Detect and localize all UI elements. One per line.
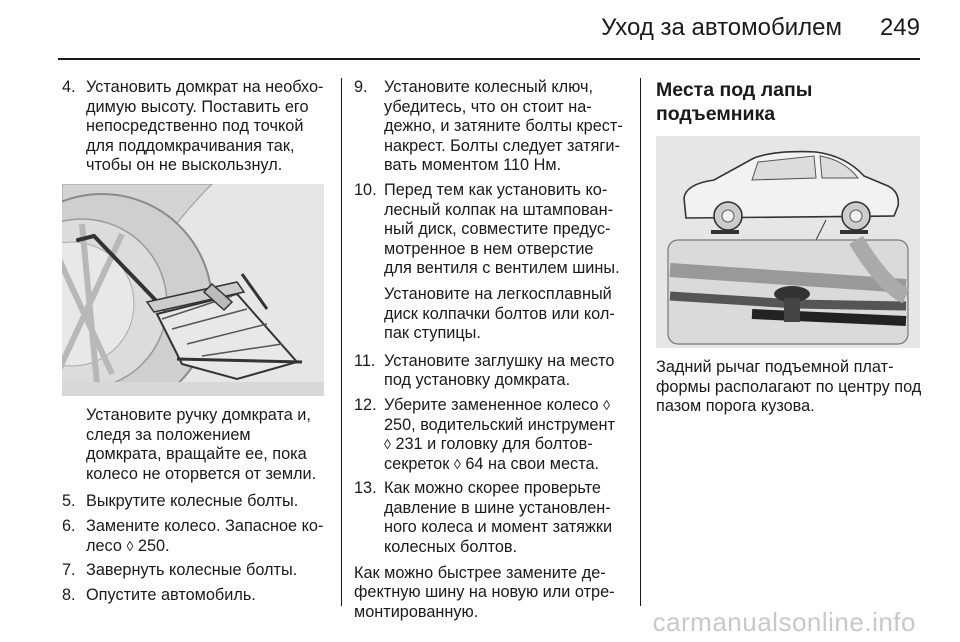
step-10 (354, 181, 624, 279)
step-number: 12. (354, 395, 377, 414)
step-6 (62, 517, 328, 556)
arrow-ref-icon[interactable]: ◊ (453, 455, 461, 472)
column-divider-2 (640, 78, 641, 606)
step-8 (62, 586, 328, 606)
header-divider (58, 58, 920, 60)
lift-point-illustration (656, 136, 920, 348)
figure-caption: Задний рычаг подъемной платформы располагают по центру под пазом порога кузова. (656, 358, 922, 416)
column-3 (656, 78, 924, 417)
step-4 (62, 78, 328, 176)
step-text: Уберите замененное колесо (384, 395, 604, 414)
jack-illustration (62, 184, 324, 396)
column-2 (354, 78, 624, 622)
step-9 (354, 78, 624, 176)
step-text: 250, водительский инструмент (384, 415, 615, 434)
step-13 (354, 479, 624, 557)
step-11 (354, 352, 624, 391)
step-text: 64 на свои места. (460, 454, 600, 473)
step-text: Установить домкрат на необходимую высоту. Поставить его непосредственно под точкой для поддомкрачивания так, чтобы он не выскользнул. (86, 78, 324, 175)
step-10-note: Установите на легкосплавный диск колпачки болтов или колпак ступицы. (384, 284, 615, 343)
column-1 (62, 78, 328, 610)
closing-paragraph: Как можно быстрее замените дефектную шину на новую или отремонтированную. (354, 563, 615, 621)
step-5 (62, 492, 328, 512)
page-number: 249 (879, 14, 920, 41)
arrow-ref-icon[interactable]: ◊ (384, 436, 391, 453)
step-number: 9. (354, 78, 368, 96)
watermark: carmanualsonline.info (652, 607, 916, 637)
step-text: Как можно скорее проверьте давление в шине установленного колеса и момент затяжки колесных болтов. (384, 479, 613, 557)
page-title: Уход за автомобилем (601, 14, 842, 41)
step-7 (62, 561, 328, 581)
step-text: Опустите автомобиль. (86, 585, 256, 604)
arrow-ref-icon[interactable]: ◊ (126, 537, 134, 554)
page-header (0, 0, 960, 60)
arrow-ref-icon[interactable]: ◊ (603, 396, 610, 413)
column-divider-1 (341, 78, 342, 606)
step-text: Завернуть колесные болты. (86, 561, 298, 580)
step-text-ref: 250. (133, 536, 170, 555)
step-number: 10. (354, 180, 377, 199)
step-text: 231 и головку для болтов-секреток (384, 435, 593, 473)
step-number: 13. (354, 479, 377, 498)
step-text: Выкрутите колесные болты. (86, 492, 299, 511)
step-number: 8. (62, 585, 76, 604)
step-number: 4. (62, 78, 76, 96)
figure1-note: Установите ручку домкрата и, следя за положением домкрата, вращайте ее, пока колесо не оторвется от земли. (86, 405, 317, 483)
step-number: 7. (62, 561, 76, 580)
step-number: 5. (62, 492, 76, 511)
step-number: 6. (62, 516, 76, 535)
step-number: 11. (354, 351, 376, 370)
step-text: Замените колесо. Запасное колесо (86, 516, 324, 555)
step-text: Установите заглушку на место под установку домкрата. (384, 351, 615, 390)
step-text: Установите колесный ключ, убедитесь, что он стоит надежно, и затяните болты крестнакрест. Болты следует затягивать моментом 110 Нм. (384, 78, 623, 175)
section-title: Места под лапы подъемника (656, 79, 813, 125)
step-text: Перед тем как установить колесный колпак на штампованный диск, совместите предусмотренное в нем отверстие для вентиля с вентилем шины. (384, 180, 620, 278)
step-12 (354, 396, 624, 474)
